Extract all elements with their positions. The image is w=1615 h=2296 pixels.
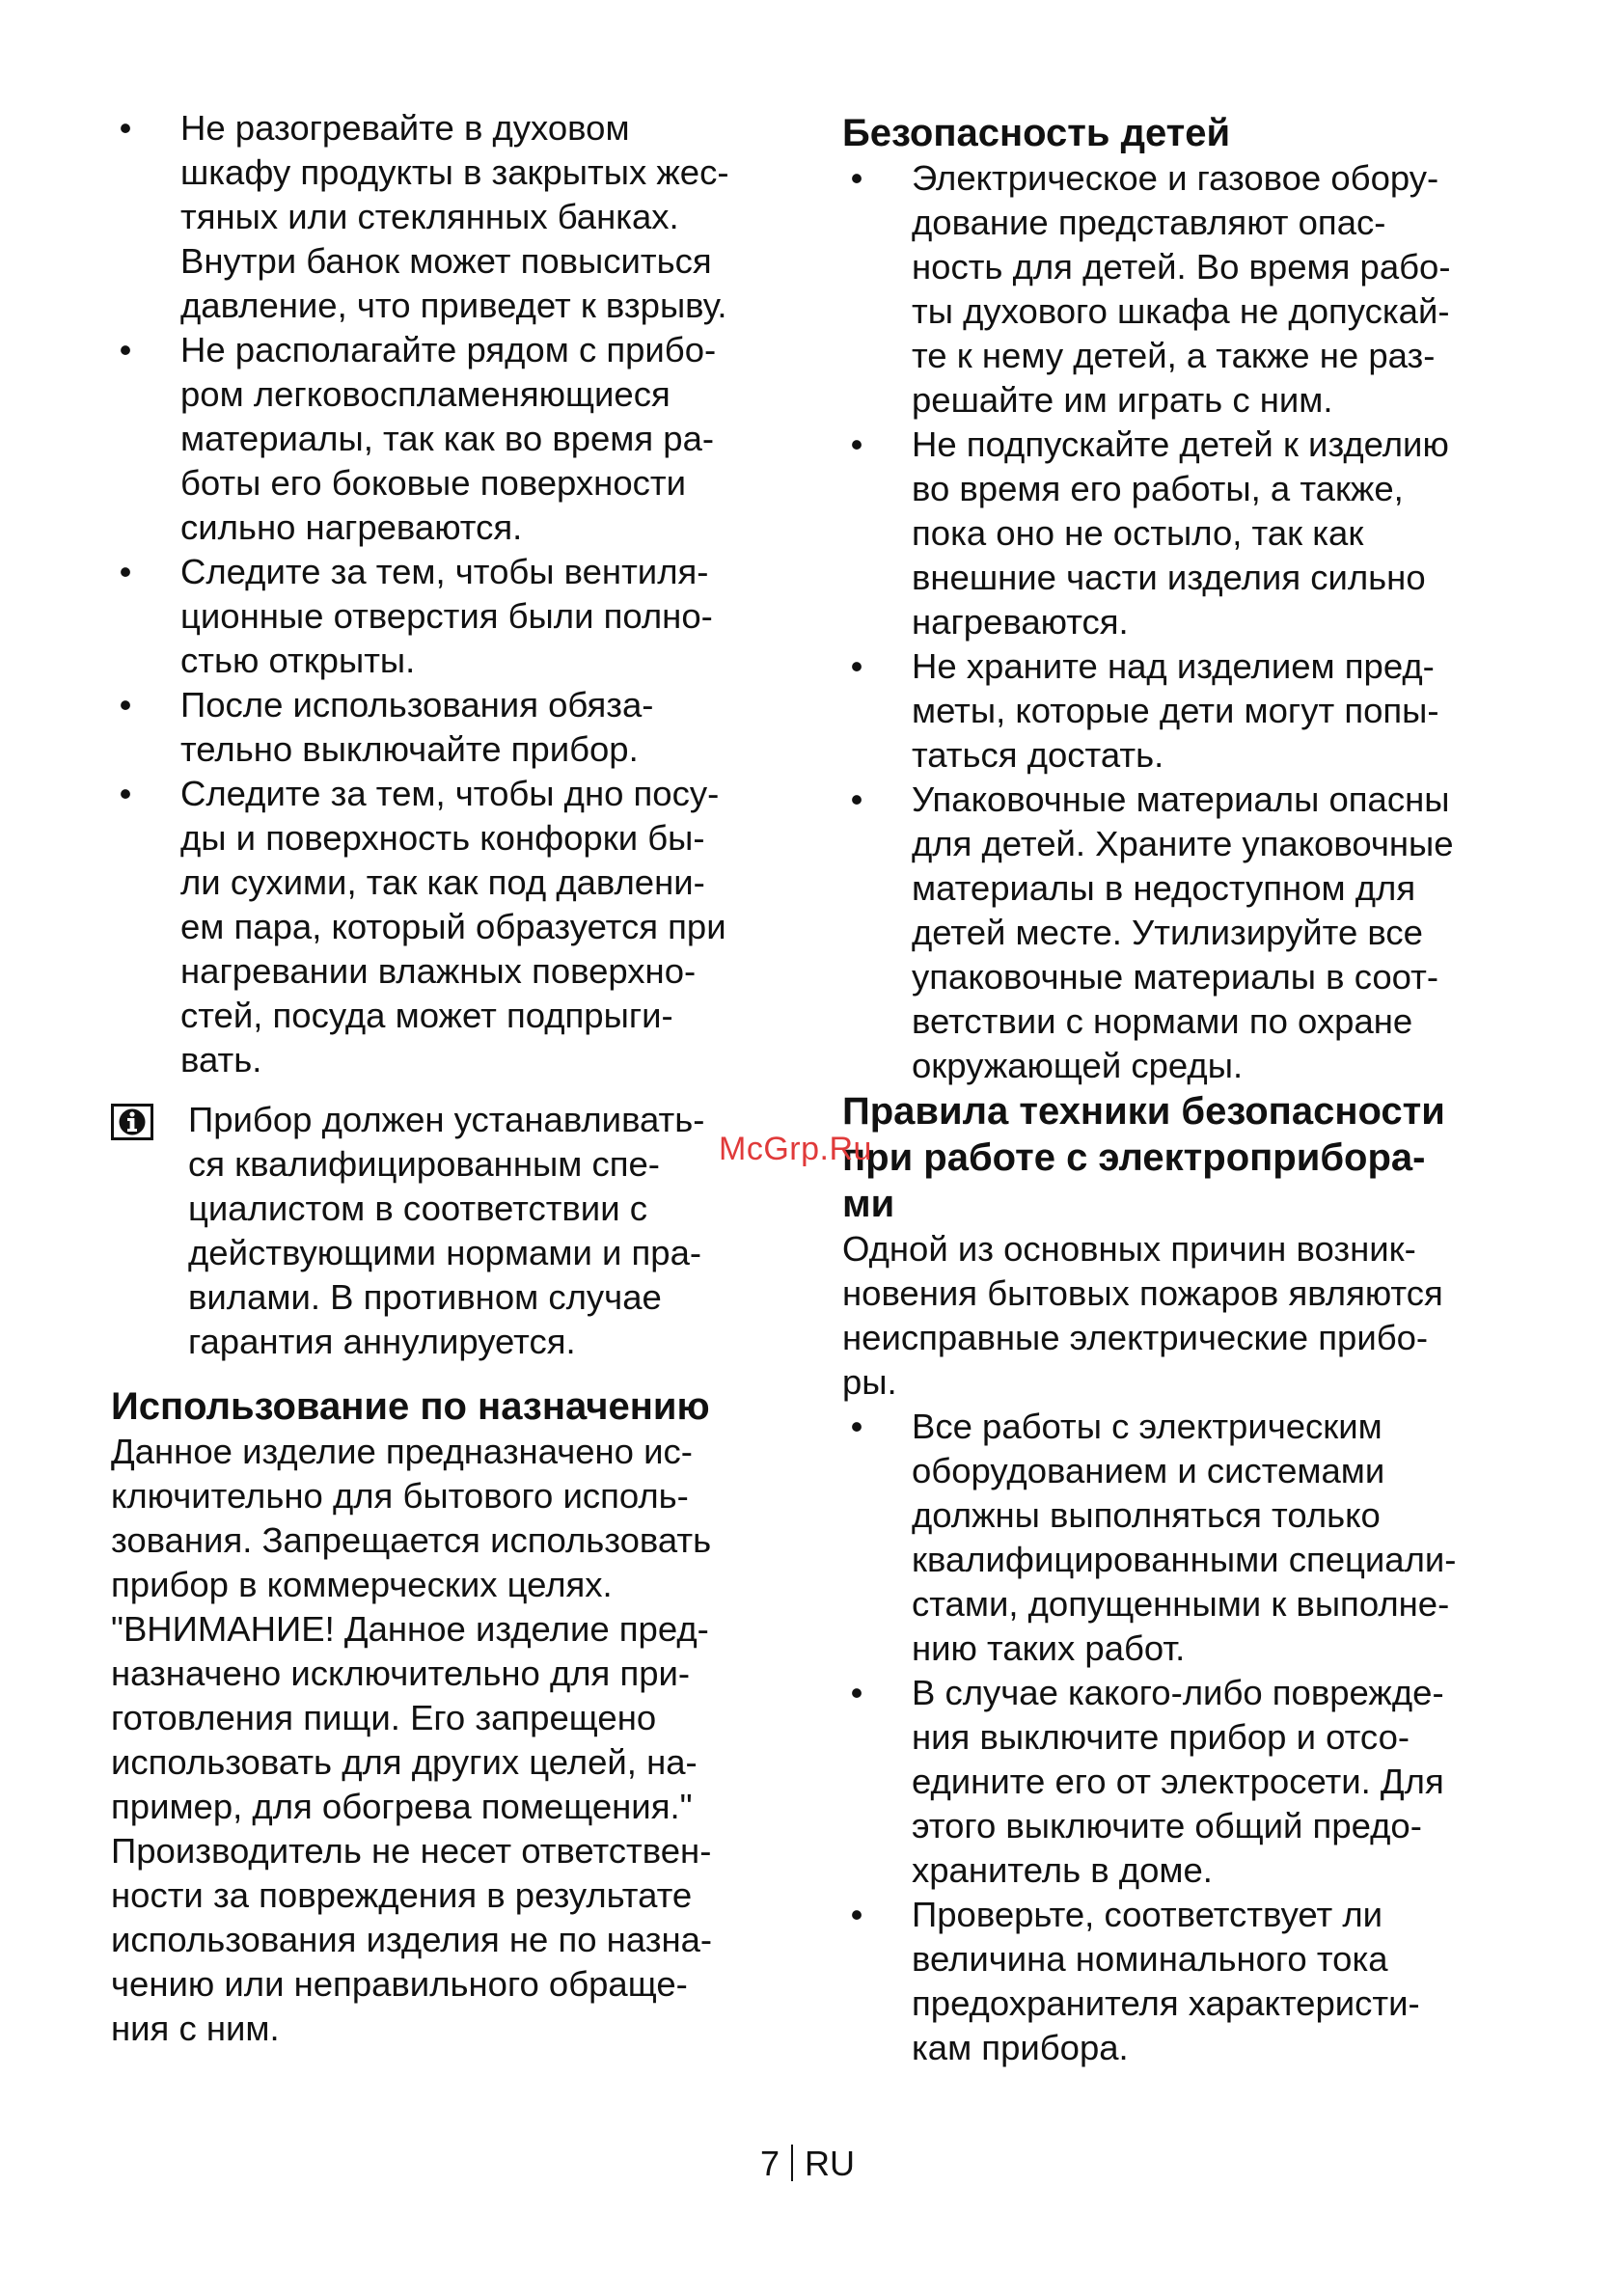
footer-divider: [791, 2145, 793, 2181]
bullet: •: [850, 1407, 863, 1446]
list-item: [111, 106, 786, 328]
list-item: [842, 156, 1518, 423]
bullet: •: [850, 424, 863, 464]
info-note-text: Прибор должен устанавливать- ся квалифицированным спе- циалистом в соответствии с действующими нормами и пра- вилами. В противном случае гарантия аннулируется.: [188, 1100, 705, 1361]
list-item-text: Проверьте, соответствует ли величина номинального тока предохранителя характеристи- кам прибора.: [912, 1895, 1420, 2067]
right-column: [842, 106, 1518, 2070]
list-item: [111, 328, 786, 550]
list-item: [842, 1405, 1518, 1671]
list-item-text: В случае какого-либо поврежде- ния выключите прибор и отсо- едините его от электросети. Для этого выключите общий предо- хранитель в доме.: [912, 1673, 1444, 1890]
bullet: •: [119, 108, 132, 148]
bullet: •: [119, 552, 132, 591]
list-item-text: Не располагайте рядом с прибо- ром легковоспламеняющиеся материалы, так как во время ра- боты его боковые поверхности сильно нагреваются.: [180, 330, 717, 547]
bullet: •: [119, 685, 132, 724]
section-heading: Правила техники безопасности при работе с электроприбора- ми: [842, 1090, 1445, 1225]
list-item-text: Следите за тем, чтобы дно посу- ды и поверхность конфорки бы- ли сухими, так как под давлени- ем пара, который образуется при нагревании влажных поверхно- стей, посуда может подпрыги- вать.: [180, 774, 726, 1080]
list-item: [842, 423, 1518, 644]
list-item: [111, 772, 786, 1082]
section-paragraph: Данное изделие предназначено ис- ключительно для бытового исполь- зования. Запрещается использовать прибор в коммерческих целях. "ВНИМАНИЕ! Данное изделие пред- назначено исключительно для при- готовления пищи. Его запрещено использовать для других целей, на- пример, для обогрева помещения." Производитель не несет ответствен- ности за повреждения в результате использования изделия не по назна- чению или неправильного обраще- ния с ним.: [111, 1432, 713, 2048]
list-item: [842, 644, 1518, 778]
list-item: [111, 550, 786, 683]
list-item-text: Не подпускайте детей к изделию во время его работы, а также, пока оно не остыло, так как внешние части изделия сильно нагреваются.: [912, 424, 1449, 642]
list-item-text: Не храните над изделием пред- меты, которые дети могут попы- таться достать.: [912, 646, 1439, 775]
section-heading: Безопасность детей: [842, 112, 1231, 154]
list-item-text: Следите за тем, чтобы вентиля- ционные отверстия были полно- стью открыты.: [180, 552, 713, 680]
list-item: [842, 1893, 1518, 2070]
section-paragraph: Одной из основных причин возник- новения бытовых пожаров являются неисправные электрические прибо- ры.: [842, 1229, 1443, 1402]
section-heading: Использование по назначению: [111, 1385, 710, 1428]
list-item-text: Электрическое и газовое обору- дование представляют опас- ность для детей. Во время рабо- ты духового шкафа не допускай- те к нему детей, а также не раз- решайте им играть с ним.: [912, 158, 1451, 420]
page-number: 7: [759, 2144, 780, 2183]
watermark: McGrp.Ru: [719, 1131, 872, 1167]
list-item-text: Все работы с электрическим оборудованием и системами должны выполняться только квалифицированными специали- стами, допущенными к выполне- нию таких работ.: [912, 1407, 1457, 1668]
bullet: •: [850, 158, 863, 198]
info-icon: [111, 1104, 153, 1140]
list-item-text: После использования обяза- тельно выключайте прибор.: [180, 685, 654, 769]
list-item-text: Упаковочные материалы опасны для детей. Храните упаковочные материалы в недоступном для детей месте. Утилизируйте все упаковочные материалы в соот- ветствии с нормами по охране окружающей среды.: [912, 779, 1454, 1085]
info-note: [111, 1098, 786, 1364]
bullet: •: [850, 1673, 863, 1712]
bullet: •: [850, 779, 863, 819]
list-item: [111, 683, 786, 772]
bullet: •: [119, 330, 132, 369]
list-item-text: Не разогревайте в духовом шкафу продукты в закрытых жес- тяных или стеклянных банках. Внутри банок может повыситься давление, что приведет к взрыву.: [180, 108, 729, 325]
bullet: •: [119, 774, 132, 813]
bullet: •: [850, 646, 863, 686]
list-item: [842, 1671, 1518, 1893]
list-item: [842, 778, 1518, 1088]
bullet: •: [850, 1895, 863, 1934]
page-footer: [0, 2144, 1615, 2184]
language-code: RU: [805, 2144, 856, 2183]
left-column: [111, 106, 786, 2051]
